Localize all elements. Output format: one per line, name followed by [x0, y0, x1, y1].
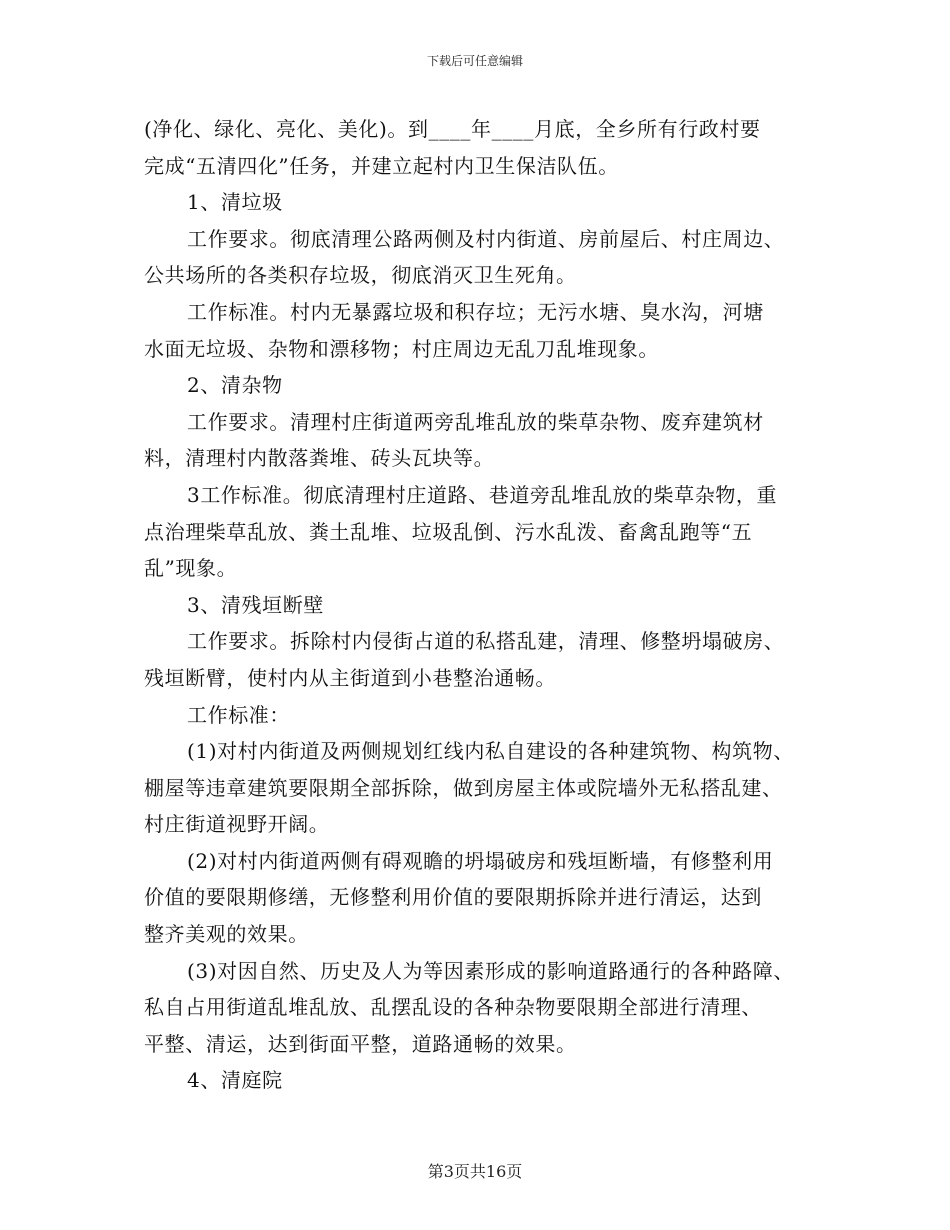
paragraph [144, 367, 834, 404]
paragraph [144, 477, 834, 587]
paragraph [144, 221, 834, 294]
text-line: 平整、清运，达到街面平整，道路通畅的效果。 [144, 1031, 577, 1056]
page-header-note: 下载后可任意编辑 [426, 54, 523, 68]
text-line: 残垣断臂，使村内从主街道到小巷整治通畅。 [144, 665, 556, 690]
paragraph [144, 733, 834, 843]
text-line: 工作要求。拆除村内侵街占道的私搭乱建，清理、修整坍塌破房、 [187, 629, 785, 654]
text-line: 工作标准。村内无暴露垃圾和积存垃；无污水塘、臭水沟，河塘 [187, 299, 764, 324]
text-line: 1、清垃圾 [187, 190, 283, 215]
text-line: 私自占用街道乱堆乱放、乱摆乱设的各种杂物要限期全部进行清理、 [144, 995, 762, 1020]
text-line: (2)对村内街道两侧有碍观瞻的坍塌破房和残垣断墙，有修整利用 [187, 848, 774, 873]
text-line: 乱”现象。 [144, 556, 238, 581]
text-line: 2、清杂物 [187, 373, 283, 398]
text-line: (净化、绿化、亮化、美化)。到____年____月底，全乡所有行政村要 [144, 117, 761, 141]
paragraph [144, 843, 834, 953]
text-line: 工作标准： [187, 702, 290, 727]
text-line: 价值的要限期修缮，无修整利用价值的要限期拆除并进行清运，达到 [144, 885, 762, 910]
paragraph [144, 184, 834, 221]
text-line: 工作要求。清理村庄街道两旁乱堆乱放的柴草杂物、废弃建筑材 [187, 409, 764, 434]
paragraph [144, 697, 834, 734]
text-line: 整齐美观的效果。 [144, 922, 309, 947]
paragraph [144, 294, 834, 367]
document-body [144, 111, 834, 1099]
text-line: 点治理柴草乱放、粪土乱堆、垃圾乱倒、污水乱泼、畜禽乱跑等“五 [144, 519, 753, 544]
text-line: 公共场所的各类积存垃圾，彻底消灭卫生死角。 [144, 263, 577, 288]
text-line: 工作要求。彻底清理公路两侧及村内街道、房前屋后、村庄周边、 [187, 226, 785, 251]
text-line: 料，清理村内散落粪堆、砖头瓦块等。 [144, 446, 495, 471]
text-line: 4、清庭院 [187, 1068, 283, 1093]
paragraph [144, 1062, 834, 1099]
text-line: 3工作标准。彻底清理村庄道路、巷道旁乱堆乱放的柴草杂物，重 [187, 482, 778, 507]
paragraph [144, 587, 834, 624]
text-line: 棚屋等违章建筑要限期全部拆除，做到房屋主体或院墙外无私搭乱建、 [144, 775, 783, 800]
text-line: (1)对村内街道及两侧规划红线内私自建设的各种建筑物、构筑物、 [187, 739, 794, 764]
paragraph [144, 404, 834, 477]
paragraph [144, 111, 834, 184]
text-line: 水面无垃圾、杂物和漂移物；村庄周边无乱刀乱堆现象。 [144, 336, 659, 361]
text-line: (3)对因自然、历史及人为等因素形成的影响道路通行的各种路障、 [187, 958, 794, 983]
text-line: 完成“五清四化”任务，并建立起村内卫生保洁队伍。 [144, 153, 619, 178]
paragraph [144, 953, 834, 1063]
text-line: 村庄街道视野开阔。 [144, 812, 330, 837]
page-number-footer: 第3页共16页 [427, 1162, 523, 1181]
paragraph [144, 623, 834, 696]
text-line: 3、清残垣断壁 [187, 592, 324, 617]
